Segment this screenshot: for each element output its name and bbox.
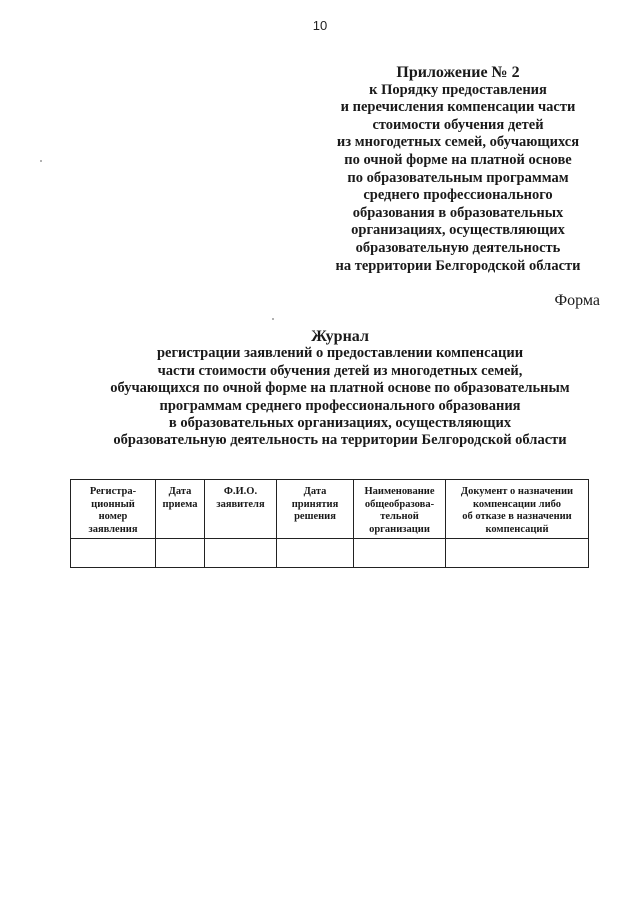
- journal-title: [0, 328, 640, 450]
- table-cell: [354, 539, 446, 568]
- header-registration-number: [71, 480, 156, 539]
- registration-table: [70, 479, 589, 568]
- appendix-line: образования в образовательных: [352, 204, 564, 221]
- appendix-line: стоимости обучения детей: [372, 116, 544, 133]
- table-row: [71, 539, 589, 568]
- appendix-line: образовательную деятельность: [355, 239, 561, 256]
- appendix-line: по очной форме на платной основе: [344, 151, 572, 168]
- journal-line: Журнал: [311, 328, 369, 345]
- header-line: общеобразова-: [364, 498, 435, 510]
- journal-line: образовательную деятельность на территории Белгородской области: [113, 432, 567, 449]
- header-line: заявления: [88, 523, 138, 535]
- table-cell: [446, 539, 589, 568]
- header-organization-name: [354, 480, 446, 539]
- header-line: номер: [98, 511, 128, 523]
- journal-line: обучающихся по очной форме на платной основе по образовательным: [110, 380, 570, 397]
- header-line: Ф.И.О.: [223, 486, 258, 497]
- header-line: Дата: [303, 486, 327, 497]
- header-line: заявителя: [216, 498, 265, 510]
- header-decision-document: [446, 480, 589, 539]
- table-cell: [205, 539, 277, 568]
- header-line: ционный: [91, 498, 135, 510]
- header-receipt-date: [156, 480, 205, 539]
- scan-speck: [40, 160, 42, 162]
- header-line: компенсации либо: [473, 498, 561, 510]
- table-cell: [277, 539, 354, 568]
- appendix-line: организациях, осуществляющих: [351, 222, 565, 239]
- appendix-line: из многодетных семей, обучающихся: [336, 134, 580, 151]
- journal-line: программам среднего профессионального образования: [159, 397, 521, 414]
- header-line: об отказе в назначении: [462, 511, 572, 523]
- header-line: Регистра-: [89, 486, 137, 497]
- form-label: Форма: [554, 292, 600, 309]
- table-cell: [71, 539, 156, 568]
- header-line: приема: [162, 498, 198, 510]
- header-line: принятия: [291, 498, 339, 510]
- appendix-line: Приложение № 2: [396, 64, 520, 81]
- header-line: Наименование: [364, 486, 435, 497]
- header-line: организации: [369, 523, 430, 535]
- header-line: решения: [294, 511, 336, 523]
- header-applicant-name: [205, 480, 277, 539]
- scan-speck: [272, 318, 274, 320]
- journal-line: части стоимости обучения детей из многодетных семей,: [157, 362, 523, 379]
- header-decision-date: [277, 480, 354, 539]
- appendix-line: среднего профессионального: [363, 187, 553, 204]
- appendix-line: по образовательным программам: [347, 169, 569, 186]
- appendix-line: и перечисления компенсации части: [340, 99, 576, 116]
- header-line: Дата: [168, 486, 192, 497]
- header-line: компенсаций: [485, 523, 549, 535]
- appendix-line: к Порядку предоставления: [369, 81, 547, 98]
- header-line: Документ о назначении: [460, 486, 574, 497]
- appendix-header: [300, 64, 616, 275]
- table-header-row: [71, 480, 589, 539]
- table-cell: [156, 539, 205, 568]
- appendix-line: на территории Белгородской области: [335, 257, 581, 274]
- header-line: тельной: [380, 511, 419, 523]
- page-number: 10: [312, 18, 328, 33]
- journal-line: в образовательных организациях, осуществляющих: [168, 415, 512, 432]
- journal-line: регистрации заявлений о предоставлении компенсации: [156, 345, 524, 362]
